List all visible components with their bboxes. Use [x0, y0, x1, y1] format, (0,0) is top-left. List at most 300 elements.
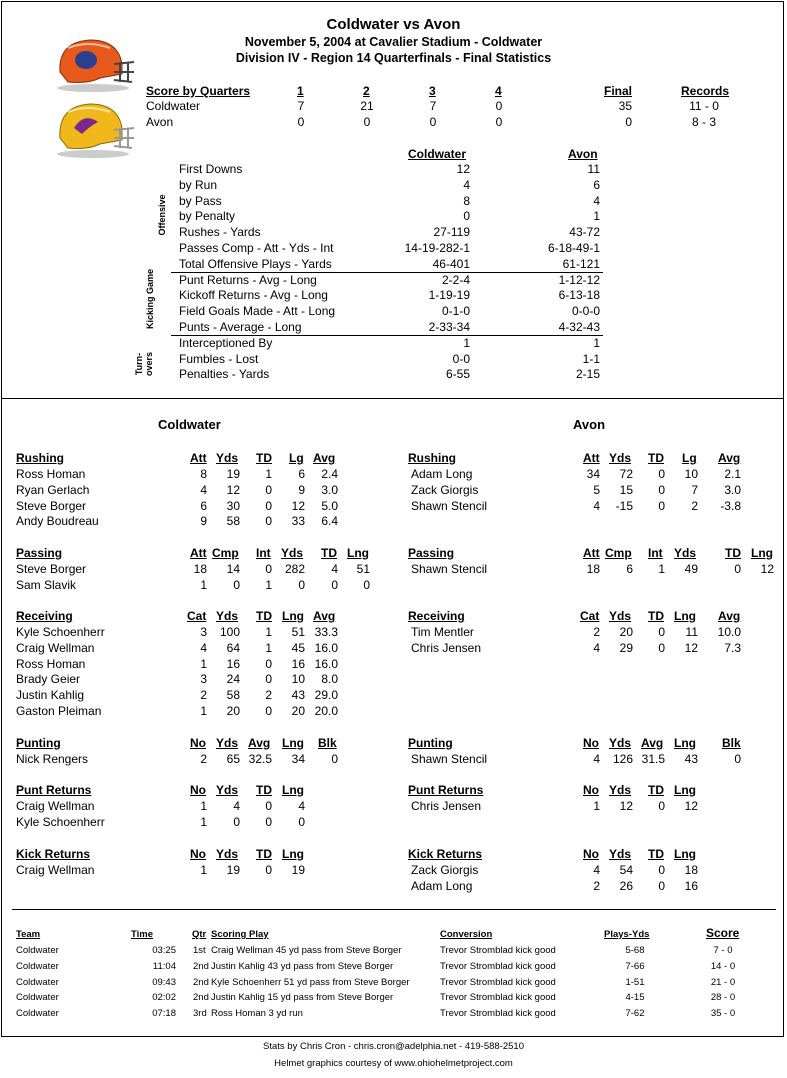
- player-stat: 54: [619, 863, 633, 877]
- player-stat: 12: [291, 498, 305, 513]
- team-stat-label: Total Offensive Plays - Yards: [179, 256, 332, 271]
- scoring-score: 21 - 0: [710, 976, 736, 988]
- player-name: Gaston Pleiman: [16, 704, 102, 718]
- section-label-offensive: Offensive: [157, 194, 167, 236]
- team-stat-avon: 4-32-43: [558, 320, 600, 334]
- team-stat-avon: 0-0-0: [571, 304, 600, 319]
- scoring-score: 14 - 0: [710, 960, 736, 972]
- column-header: Cmp: [212, 546, 239, 560]
- player-name: Nick Rengers: [16, 752, 89, 766]
- player-stat: 0: [298, 577, 305, 592]
- column-header: TD: [321, 546, 337, 560]
- column-header: Blk: [318, 736, 337, 750]
- column-header: No: [190, 736, 206, 750]
- score-quarter-value: 0: [363, 115, 371, 129]
- scoring-time: 02:02: [152, 992, 176, 1004]
- player-stat: 1: [265, 467, 272, 481]
- score-quarter-value: 21: [360, 99, 374, 113]
- scoring-header-conversion: Conversion: [440, 929, 493, 940]
- player-name: Andy Boudreau: [16, 514, 99, 529]
- team-stat-coldwater: 1-19-19: [428, 288, 470, 303]
- player-name: Chris Jensen: [411, 640, 482, 655]
- player-stat: 6: [200, 498, 207, 513]
- score-quarter-value: 7: [297, 99, 305, 113]
- column-header: No: [583, 736, 599, 750]
- player-stat: 0: [331, 577, 338, 592]
- scoring-qtr: 2nd: [193, 960, 209, 972]
- player-stat: 0: [331, 752, 338, 766]
- player-stat: 0: [734, 562, 741, 576]
- team-stat-avon: 11: [587, 162, 600, 176]
- score-final-value: 35: [618, 99, 632, 113]
- player-stat: 0: [265, 863, 272, 877]
- player-stat: 16.0: [314, 640, 338, 655]
- player-stat: 32.5: [248, 752, 272, 766]
- player-name: Justin Kahlig: [16, 688, 85, 703]
- score-quarter-value: 0: [429, 115, 437, 129]
- team-stat-label: by Pass: [179, 193, 222, 208]
- player-stat: 7.3: [724, 640, 741, 655]
- score-team-name: Avon: [146, 115, 174, 129]
- column-header: Yds: [609, 847, 632, 861]
- team-stat-label: Kickoff Returns - Avg - Long: [179, 288, 328, 303]
- score-by-quarters-heading: Score by Quarters: [146, 84, 251, 98]
- scoring-plays-yds: 1-51: [625, 976, 645, 988]
- column-header: No: [583, 783, 599, 797]
- player-name: Ross Homan: [16, 467, 86, 481]
- scoring-team: Coldwater: [16, 960, 59, 972]
- player-stat: 3: [200, 625, 207, 639]
- column-header: Att: [583, 546, 600, 560]
- player-stat: 0: [363, 577, 370, 592]
- scoring-plays-yds: 5-68: [625, 945, 645, 956]
- player-name: Zack Giorgis: [411, 863, 479, 877]
- player-stat: 12: [760, 562, 774, 576]
- player-stat: 0: [658, 482, 665, 497]
- player-stat: 2: [265, 688, 272, 703]
- team-stat-label: Rushes - Yards: [179, 225, 261, 240]
- scoring-conversion: Trevor Stromblad kick good: [440, 945, 556, 956]
- player-stat: 0: [265, 562, 272, 576]
- column-header: Yds: [216, 783, 239, 797]
- column-header: Yds: [674, 546, 697, 560]
- individual-team-right: Avon: [573, 417, 606, 432]
- player-stat: 12: [684, 799, 698, 813]
- player-stat: 0: [265, 482, 272, 497]
- individual-team-left: Coldwater: [158, 417, 221, 432]
- q2-header: 2: [363, 84, 370, 98]
- scoring-qtr: 1st: [193, 945, 206, 956]
- player-stat: 2: [691, 498, 698, 513]
- player-stat: 20: [226, 704, 240, 718]
- column-header: Yds: [609, 736, 632, 750]
- player-stat: 16: [291, 656, 305, 671]
- player-stat: 0: [265, 514, 272, 529]
- column-header: Lg: [289, 451, 304, 465]
- section-title-right: Receiving: [408, 609, 465, 623]
- team-stat-coldwater: 2-33-34: [428, 320, 470, 334]
- team-stat-avon: 1: [593, 209, 600, 224]
- player-stat: 100: [219, 625, 240, 639]
- player-stat: 1: [200, 863, 207, 877]
- team-stat-label: Punts - Average - Long: [179, 320, 302, 334]
- player-stat: 0: [233, 577, 240, 592]
- q4-header: 4: [495, 84, 502, 98]
- column-header: Att: [190, 546, 207, 560]
- player-stat: 9: [200, 514, 207, 529]
- player-stat: 19: [226, 863, 240, 877]
- scoring-play: Craig Wellman 45 yd pass from Steve Borger: [211, 945, 402, 956]
- player-stat: 43: [684, 752, 698, 766]
- player-stat: 64: [226, 640, 240, 655]
- player-stat: 51: [291, 625, 305, 639]
- player-name: Ross Homan: [16, 656, 86, 671]
- column-header: Yds: [609, 609, 632, 623]
- player-stat: 0: [265, 656, 272, 671]
- page-title: Coldwater vs Avon: [326, 16, 461, 33]
- team-stat-coldwater: 0-0: [452, 351, 470, 366]
- column-header: Lg: [682, 451, 697, 465]
- player-stat: 0: [265, 498, 272, 513]
- team-stat-coldwater: 27-119: [433, 225, 470, 240]
- team-stat-coldwater: 2-2-4: [441, 272, 470, 287]
- column-header: TD: [648, 783, 664, 797]
- player-stat: 43: [291, 688, 305, 703]
- scoring-conversion: Trevor Stromblad kick good: [440, 992, 556, 1004]
- player-stat: 5: [593, 482, 600, 497]
- section-title-left: Receiving: [16, 609, 73, 623]
- column-header: Yds: [216, 847, 239, 861]
- scoring-header-play: Scoring Play: [211, 929, 269, 940]
- player-stat: 4: [331, 562, 338, 576]
- scoring-header-time: Time: [131, 929, 154, 940]
- scoring-time: 07:18: [152, 1008, 176, 1020]
- column-header: Yds: [216, 451, 239, 465]
- player-stat: 0: [265, 814, 272, 829]
- player-stat: 14: [226, 562, 240, 576]
- player-name: Shawn Stencil: [411, 752, 488, 766]
- scoring-header-score: Score: [706, 926, 740, 940]
- section-title-left: Punting: [16, 736, 61, 750]
- team-stat-coldwater: 1: [463, 335, 470, 350]
- score-record-value: 8 - 3: [691, 115, 716, 129]
- player-stat: 10: [291, 672, 305, 687]
- player-stat: 282: [284, 562, 305, 576]
- player-stat: 10: [684, 467, 698, 481]
- scoring-time: 09:43: [152, 976, 176, 988]
- column-header: Lng: [674, 609, 696, 623]
- player-name: Adam Long: [411, 878, 473, 893]
- player-stat: 1: [265, 577, 272, 592]
- player-stat: 4: [593, 498, 600, 513]
- player-stat: 6: [626, 562, 633, 576]
- player-stat: 0: [298, 814, 305, 829]
- scoring-score: 35 - 0: [710, 1008, 736, 1020]
- column-header: Yds: [216, 609, 239, 623]
- player-stat: 58: [226, 514, 240, 529]
- column-header: Cat: [187, 609, 207, 623]
- section-title-right: Kick Returns: [408, 847, 483, 861]
- scoring-play: Justin Kahlig 15 yd pass from Steve Borger: [211, 992, 394, 1004]
- avon-helmet-icon: [48, 98, 138, 160]
- column-header: Blk: [722, 736, 741, 750]
- player-stat: 0: [658, 878, 665, 893]
- player-stat: 20.0: [314, 704, 338, 718]
- player-stat: 16: [226, 656, 240, 671]
- final-header: Final: [604, 84, 633, 98]
- column-header: TD: [648, 847, 664, 861]
- player-stat: 0: [658, 498, 665, 513]
- player-stat: 1: [200, 799, 207, 813]
- player-stat: 2: [200, 688, 207, 703]
- score-quarter-value: 0: [297, 115, 305, 129]
- team-stat-avon: 1-12-12: [558, 272, 600, 287]
- section-title-left: Rushing: [16, 451, 64, 465]
- player-stat: 45: [291, 640, 305, 655]
- score-team-name: Coldwater: [146, 99, 201, 113]
- column-header: Lng: [751, 546, 773, 560]
- player-stat: 34: [291, 752, 305, 766]
- player-stat: 20: [619, 625, 633, 639]
- player-stat: 29.0: [314, 688, 338, 703]
- player-stat: 49: [684, 562, 698, 576]
- player-stat: 4: [593, 752, 600, 766]
- player-stat: 1: [658, 562, 665, 576]
- player-stat: 1: [200, 656, 207, 671]
- player-stat: 10.0: [717, 625, 741, 639]
- column-header: Att: [583, 451, 600, 465]
- player-stat: 0: [734, 752, 741, 766]
- player-stat: 18: [193, 562, 207, 576]
- team-stat-coldwater: 0: [463, 209, 470, 224]
- column-header: Avg: [313, 609, 336, 623]
- team-stat-coldwater: 8: [463, 193, 470, 208]
- divider-kicking: [171, 272, 603, 273]
- section-label-turnovers: Turn-overs: [134, 351, 154, 377]
- column-header: Int: [256, 546, 271, 560]
- player-stat: 4: [593, 640, 600, 655]
- scoring-team: Coldwater: [16, 1008, 59, 1020]
- column-header: Lng: [674, 736, 696, 750]
- player-stat: 1: [265, 625, 272, 639]
- section-title-left: Kick Returns: [16, 847, 91, 861]
- player-name: Brady Geier: [16, 672, 81, 687]
- scoring-plays-yds: 7-62: [625, 1008, 645, 1020]
- section-label-kicking-game: Kicking Game: [145, 268, 155, 330]
- section-title-right: Passing: [408, 546, 455, 560]
- team-stat-avon: 6-13-18: [558, 288, 600, 303]
- column-header: TD: [725, 546, 741, 560]
- column-header: TD: [256, 609, 272, 623]
- score-quarter-value: 7: [429, 99, 437, 113]
- score-record-value: 11 - 0: [689, 99, 719, 113]
- player-stat: 20: [291, 704, 305, 718]
- player-stat: 8.0: [321, 672, 338, 687]
- player-name: Steve Borger: [16, 498, 87, 513]
- column-header: Yds: [281, 546, 304, 560]
- column-header: Lng: [282, 609, 304, 623]
- player-stat: 4: [200, 482, 207, 497]
- team-stat-label: by Run: [179, 177, 218, 192]
- player-stat: 65: [226, 752, 240, 766]
- column-header: Lng: [674, 847, 696, 861]
- column-header: TD: [256, 783, 272, 797]
- player-stat: 3.0: [724, 482, 741, 497]
- player-name: Sam Slavik: [16, 577, 77, 592]
- footer-credits: Stats by Chris Cron - chris.cron@adelphia.net - 419-588-2510: [263, 1041, 524, 1052]
- player-stat: 0: [658, 467, 665, 481]
- player-stat: 1: [200, 704, 207, 718]
- player-stat: 0: [658, 799, 665, 813]
- column-header: Lng: [282, 736, 304, 750]
- column-header: Yds: [216, 736, 239, 750]
- divider-turnovers: [171, 335, 603, 336]
- player-stat: 19: [226, 467, 240, 481]
- player-stat: 19: [291, 863, 305, 877]
- player-stat: 11: [685, 625, 698, 639]
- player-name: Shawn Stencil: [411, 498, 488, 513]
- team-stat-avon: 1-1: [582, 351, 600, 366]
- scoring-header-team: Team: [16, 929, 41, 940]
- scoring-team: Coldwater: [16, 992, 59, 1004]
- scoring-plays-yds: 4-15: [625, 992, 645, 1004]
- scoring-team: Coldwater: [16, 976, 59, 988]
- player-stat: 126: [612, 752, 633, 766]
- coldwater-helmet-icon: [48, 34, 138, 94]
- game-subtitle: Division IV - Region 14 Quarterfinals - Final Statistics: [235, 51, 552, 65]
- player-stat: 1: [200, 577, 207, 592]
- player-stat: 12: [226, 482, 240, 497]
- section-divider: [2, 398, 783, 399]
- player-stat: 0: [658, 625, 665, 639]
- team-stat-label: Passes Comp - Att - Yds - Int: [179, 241, 334, 255]
- section-title-right: Punt Returns: [408, 783, 484, 797]
- column-header: No: [190, 847, 206, 861]
- player-name: Kyle Schoenherr: [16, 625, 105, 639]
- player-stat: 29: [619, 640, 633, 655]
- section-title-right: Punting: [408, 736, 453, 750]
- player-stat: 1: [593, 799, 600, 813]
- score-quarter-value: 0: [495, 115, 503, 129]
- records-header: Records: [681, 84, 730, 98]
- scoring-qtr: 2nd: [193, 976, 209, 988]
- section-title-left: Punt Returns: [16, 783, 92, 797]
- player-stat: 8: [200, 467, 207, 481]
- player-stat: 12: [684, 640, 698, 655]
- column-header: No: [583, 847, 599, 861]
- scoring-plays-yds: 7-66: [625, 960, 645, 972]
- player-stat: 16.0: [314, 656, 338, 671]
- player-stat: 33: [291, 514, 305, 529]
- team-stat-avon: 43-72: [569, 225, 600, 240]
- scoring-play: Kyle Schoenherr 51 yd pass from Steve Borger: [211, 976, 410, 988]
- team-stat-label: by Penalty: [179, 209, 236, 224]
- player-stat: 1: [265, 640, 272, 655]
- player-stat: 6.4: [321, 514, 338, 529]
- column-header: No: [190, 783, 206, 797]
- team-stat-coldwater: 4: [463, 177, 470, 192]
- game-info: November 5, 2004 at Cavalier Stadium - Coldwater: [244, 35, 543, 49]
- team-stat-avon: 2-15: [575, 367, 600, 382]
- player-stat: 4: [298, 799, 305, 813]
- scoring-play: Justin Kahlig 43 yd pass from Steve Borger: [211, 960, 394, 972]
- score-final-value: 0: [625, 115, 632, 129]
- player-stat: 51: [356, 562, 370, 576]
- player-stat: 2.1: [724, 467, 741, 481]
- player-name: Ryan Gerlach: [16, 482, 90, 497]
- footer-helmet-credits: Helmet graphics courtesy of www.ohiohelmetproject.com: [274, 1058, 513, 1069]
- player-stat: 15: [619, 482, 633, 497]
- column-header: Att: [190, 451, 207, 465]
- section-title-right: Rushing: [408, 451, 456, 465]
- team-stat-label: Fumbles - Lost: [179, 351, 259, 366]
- scoring-time: 11:04: [152, 960, 176, 972]
- player-stat: 58: [226, 688, 240, 703]
- team-stat-label: Punt Returns - Avg - Long: [179, 272, 317, 287]
- player-stat: 0: [265, 799, 272, 813]
- scoring-divider: [12, 909, 776, 910]
- score-quarter-value: 0: [495, 99, 503, 113]
- team-stat-label: Penalties - Yards: [179, 367, 270, 382]
- scoring-qtr: 2nd: [193, 992, 209, 1004]
- team-stat-label: Interceptioned By: [179, 335, 273, 350]
- scoring-qtr: 3rd: [193, 1008, 207, 1020]
- column-header: Avg: [718, 609, 741, 623]
- player-name: Craig Wellman: [16, 640, 95, 655]
- scoring-score: 7 - 0: [713, 945, 733, 956]
- player-stat: 16: [684, 878, 698, 893]
- player-stat: 33.3: [314, 625, 338, 639]
- player-name: Tim Mentler: [411, 625, 474, 639]
- player-stat: 30: [226, 498, 240, 513]
- player-stat: 12: [619, 799, 633, 813]
- player-stat: 0: [265, 704, 272, 718]
- column-header: Avg: [248, 736, 271, 750]
- player-stat: 4: [200, 640, 207, 655]
- column-header: Lng: [347, 546, 369, 560]
- player-name: Shawn Stencil: [411, 562, 488, 576]
- player-stat: 9: [298, 482, 305, 497]
- column-header: Cmp: [605, 546, 632, 560]
- column-header: TD: [648, 451, 664, 465]
- q3-header: 3: [429, 84, 436, 98]
- column-header: TD: [256, 451, 272, 465]
- team-stat-coldwater: 0-1-0: [441, 304, 470, 319]
- column-header: Yds: [609, 783, 632, 797]
- player-name: Zack Giorgis: [411, 482, 479, 497]
- team-stat-coldwater: 6-55: [445, 367, 470, 382]
- player-stat: 4: [593, 863, 600, 877]
- section-title-left: Passing: [16, 546, 63, 560]
- scoring-header-qtr: Qtr: [192, 929, 207, 940]
- column-header: Cat: [580, 609, 600, 623]
- player-stat: 18: [684, 863, 698, 877]
- column-header: Avg: [641, 736, 664, 750]
- player-stat: 2: [593, 625, 600, 639]
- player-stat: 18: [586, 562, 600, 576]
- team-stat-avon: 1: [593, 335, 600, 350]
- player-stat: 0: [658, 640, 665, 655]
- column-header: Lng: [282, 847, 304, 861]
- team-stat-label: Field Goals Made - Att - Long: [179, 304, 336, 319]
- player-stat: 0: [265, 672, 272, 687]
- team-stat-coldwater: 12: [456, 162, 470, 176]
- player-stat: 0: [658, 863, 665, 877]
- player-name: Kyle Schoenherr: [16, 814, 105, 829]
- column-header: Avg: [718, 451, 741, 465]
- player-stat: 2: [593, 878, 600, 893]
- team-stats-col-avon: Avon: [568, 147, 598, 161]
